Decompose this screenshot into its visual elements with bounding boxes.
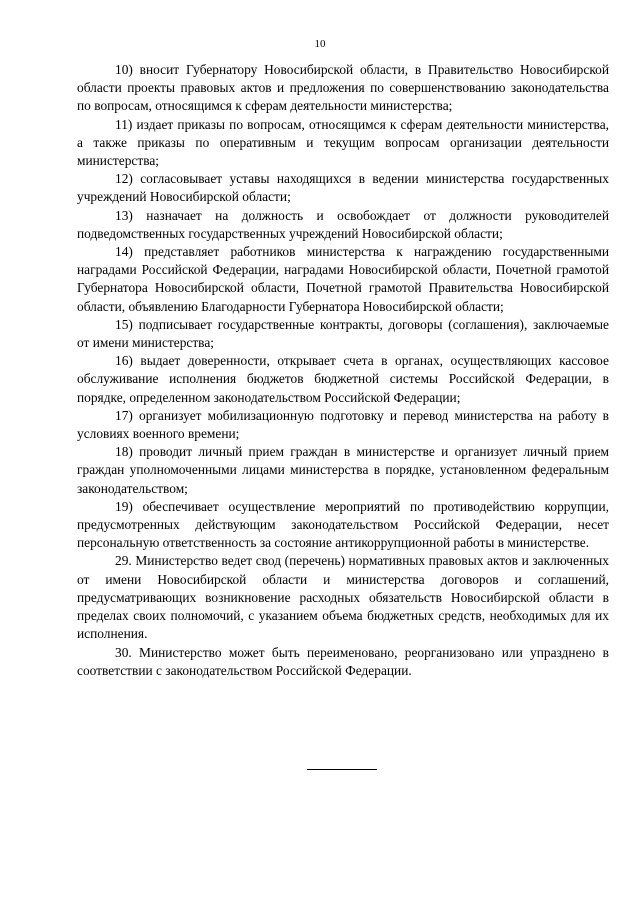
page-number: 10 — [314, 38, 326, 50]
paragraph-item-19: 19) обеспечивает осуществление мероприятий по противодействию коррупции, предусмотренных действующим законодательством Российской Федерации, несет персональную ответственность за состояние антикоррупционной работы в министерстве. — [77, 498, 609, 551]
paragraph-item-16: 16) выдает доверенности, открывает счета в органах, осуществляющих кассовое обслуживание исполнения бюджетов бюджетной системы Российской Федерации, в порядке, определенном законодательством Российской Федерации; — [77, 353, 609, 405]
paragraph-item-10: 10) вносит Губернатору Новосибирской области, в Правительство Новосибирской области проекты правовых актов и предложения по совершенствованию законодательства по вопросам, относящимся к сферам деятельности министерства; — [77, 62, 609, 114]
paragraph-clause-30: 30. Министерство может быть переименовано, реорганизовано или упразднено в соответствии с законодательством Российской Федерации. — [77, 644, 609, 678]
paragraph-item-15: 15) подписывает государственные контракты, договоры (соглашения), заключаемые от имени министерства; — [77, 316, 609, 351]
paragraph-item-12: 12) согласовывает уставы находящихся в ведении министерства государственных учреждений Новосибирской области; — [77, 171, 609, 205]
document-body — [77, 61, 609, 680]
end-divider-line — [307, 769, 377, 770]
paragraph-item-11: 11) издает приказы по вопросам, относящимся к сферам деятельности министерства, а также приказы по оперативным и текущим вопросам организации деятельности министерства; — [77, 116, 609, 169]
paragraph-item-13: 13) назначает на должность и освобождает от должности руководителей подведомственных государственных учреждений Новосибирской области; — [77, 207, 609, 241]
paragraph-item-17: 17) организует мобилизационную подготовку и перевод министерства на работу в условиях военного времени; — [77, 407, 609, 442]
paragraph-item-18: 18) проводит личный прием граждан в министерстве и организует личный прием граждан уполномоченными лицами министерства в порядке, установленном федеральным законодательством; — [77, 444, 609, 496]
paragraph-item-14: 14) представляет работников министерства к награждению государственными наградами Российской Федерации, наградами Новосибирской области, Почетной грамотой Губернатора Новосибирской области, Почетной грамотой Правительства Новосибирской области, объявлению Благодарности Губернатора Новосибирской области; — [77, 244, 609, 314]
paragraph-clause-29: 29. Министерство ведет свод (перечень) нормативных правовых актов и заключенных от имени Новосибирской области и министерства договоров и соглашений, предусматривающих возникновение расходных обязательств Новосибирской области в пределах своих полномочий, с указанием объема бюджетных средств, необходимых для их исполнения. — [77, 553, 609, 642]
